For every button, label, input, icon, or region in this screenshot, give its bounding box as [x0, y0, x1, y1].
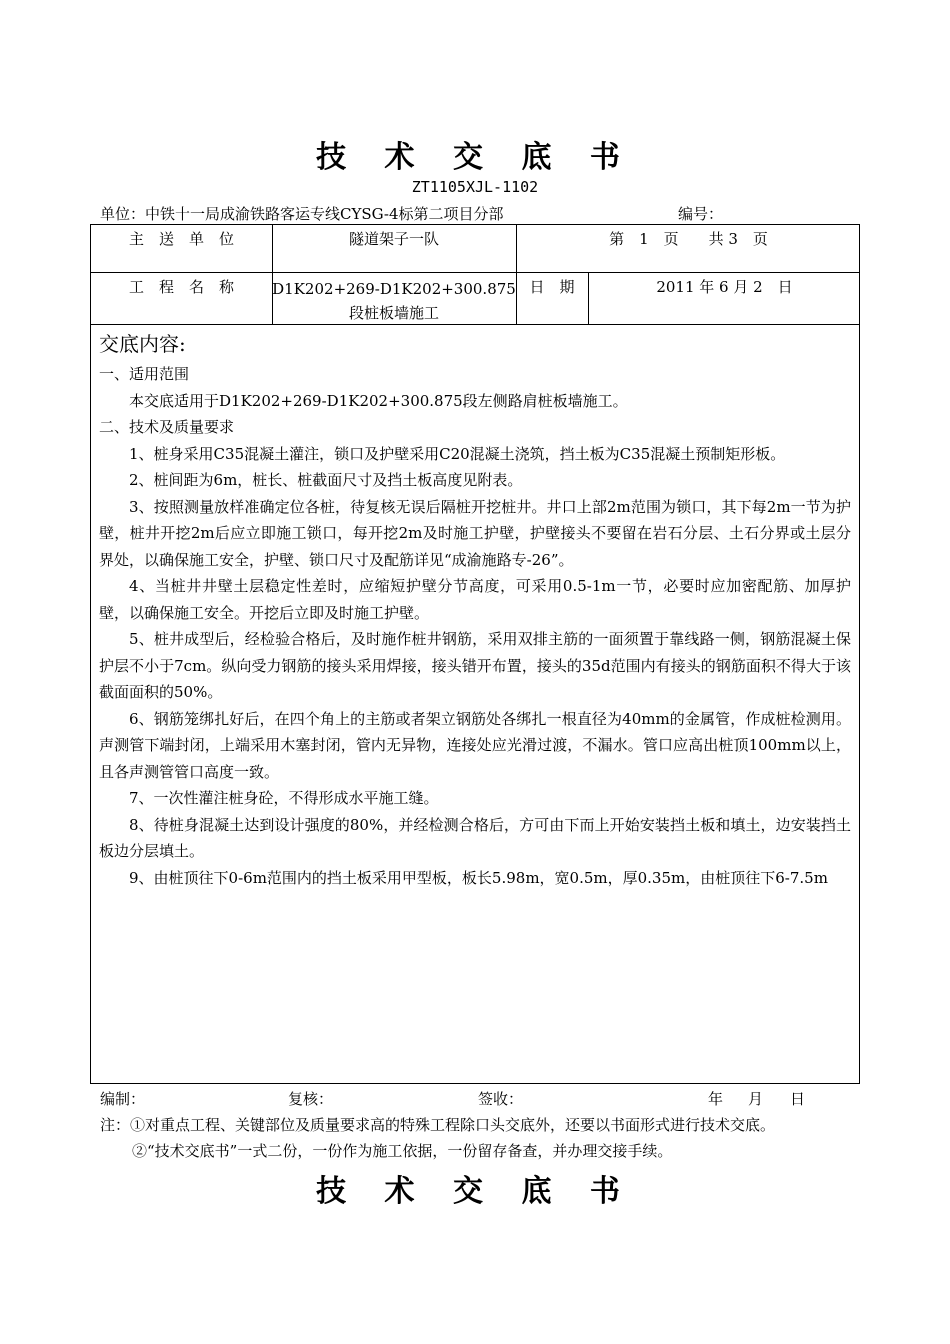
project-name-label: 工 程 名 称	[128, 278, 234, 296]
date-value: 2011 年 6 月 2 日	[656, 278, 793, 296]
project-name-value	[272, 277, 516, 325]
page-info: 第 1 页 共 3 页	[609, 230, 768, 248]
content-paragraph: 1、桩身采用C35混凝土灌注，锁口及护壁采用C20混凝土浇筑，挡土板为C35混凝土预制矩形板。	[129, 444, 786, 463]
unit-line	[100, 203, 860, 223]
month-label: 月	[748, 1090, 764, 1108]
content-paragraph: 5、桩井成型后，经检验合格后，及时施作桩井钢筋，采用双排主筋的一面须置于靠线路一侧，钢筋混凝土保护层不小于7cm。纵向受力钢筋的接头采用焊接，接头错开布置，接头的35d范围内有接头的钢筋面积不得大于该截面面积的50%。	[99, 630, 851, 701]
section-heading: 二、技术及质量要求	[99, 418, 235, 436]
day-label: 日	[790, 1090, 806, 1108]
content-heading: 交底内容:	[99, 332, 186, 356]
recipient-label: 主 送 单 位	[128, 230, 234, 248]
content-paragraph: 本交底适用于D1K202+269-D1K202+300.875段左侧路肩桩板墙施工。	[129, 391, 628, 410]
reviewed-label: 复核：	[288, 1090, 334, 1108]
content-paragraph: 7、一次性灌注桩身砼，不得形成水平施工缝。	[129, 789, 439, 807]
recipient-value: 隧道架子一队	[348, 230, 439, 248]
number-label: 编号：	[678, 205, 724, 223]
content-paragraph: 9、由桩顶往下0-6m范围内的挡土板采用甲型板，板长5.98m，宽0.5m，厚0.35m，由桩顶往下6-7.5m	[129, 868, 828, 887]
content-paragraph: 4、当桩井井壁土层稳定性差时，应缩短护壁分节高度，可采用0.5-1m一节，必要时应加密配筋、加厚护壁，以确保施工安全。开挖后立即及时施工护壁。	[99, 577, 851, 622]
note-2: ②“技术交底书”一式二份，一份作为施工依据，一份留存备查，并办理交接手续。	[132, 1142, 673, 1160]
year-label: 年	[708, 1090, 724, 1108]
compiled-label: 编制：	[100, 1090, 146, 1108]
row-divider	[91, 272, 859, 273]
section-heading: 一、适用范围	[99, 365, 190, 383]
note-1: 注：①对重点工程、关键部位及质量要求高的特殊工程除口头交底外，还要以书面形式进行技术交底。	[100, 1116, 776, 1134]
content-paragraph: 6、钢筋笼绑扎好后，在四个角上的主筋或者架立钢筋处各绑扎一根直径为40mm的金属管，作成桩检测用。声测管下端封闭，上端采用木塞封闭，管内无异物，连接处应光滑过渡，不漏水。管口应高出桩顶100mm以上，且各声测管管口高度一致。	[99, 709, 851, 781]
date-label: 日 期	[529, 278, 575, 296]
project-name-line1: D1K202+269-D1K202+300.875	[272, 280, 516, 298]
next-page-title: 技 术 交 底 书	[316, 1174, 634, 1209]
signature-row	[100, 1088, 860, 1108]
disclosure-content	[99, 329, 851, 891]
document-code: ZT1105XJL-1102	[411, 178, 539, 196]
content-paragraph: 8、待桩身混凝土达到设计强度的80%，并经检测合格后，方可由下而上开始安装挡土板和填土，边安装挡土板边分层填土。	[99, 815, 851, 860]
disclosure-table	[90, 224, 860, 1084]
notes	[100, 1112, 870, 1164]
content-paragraph: 3、按照测量放样准确定位各桩，待复核无误后隔桩开挖桩井。井口上部2m范围为锁口，其下每2m一节为护壁，桩井开挖2m后应立即施工锁口，每开挖2m及时施工护壁，护壁接头不要留在岩石分层、土石分界或土层分界处，以确保施工安全，护壁、锁口尺寸及配筋详见“成渝施路专-26”。	[99, 497, 851, 569]
document-title: 技 术 交 底 书	[316, 140, 634, 175]
unit-text: 单位：中铁十一局成渝铁路客运专线CYSG-4标第二项目分部	[100, 205, 504, 223]
content-paragraph: 2、桩间距为6m，桩长、桩截面尺寸及挡土板高度见附表。	[129, 471, 523, 489]
project-name-line2: 段桩板墙施工	[348, 304, 439, 322]
received-label: 签收：	[478, 1090, 524, 1108]
